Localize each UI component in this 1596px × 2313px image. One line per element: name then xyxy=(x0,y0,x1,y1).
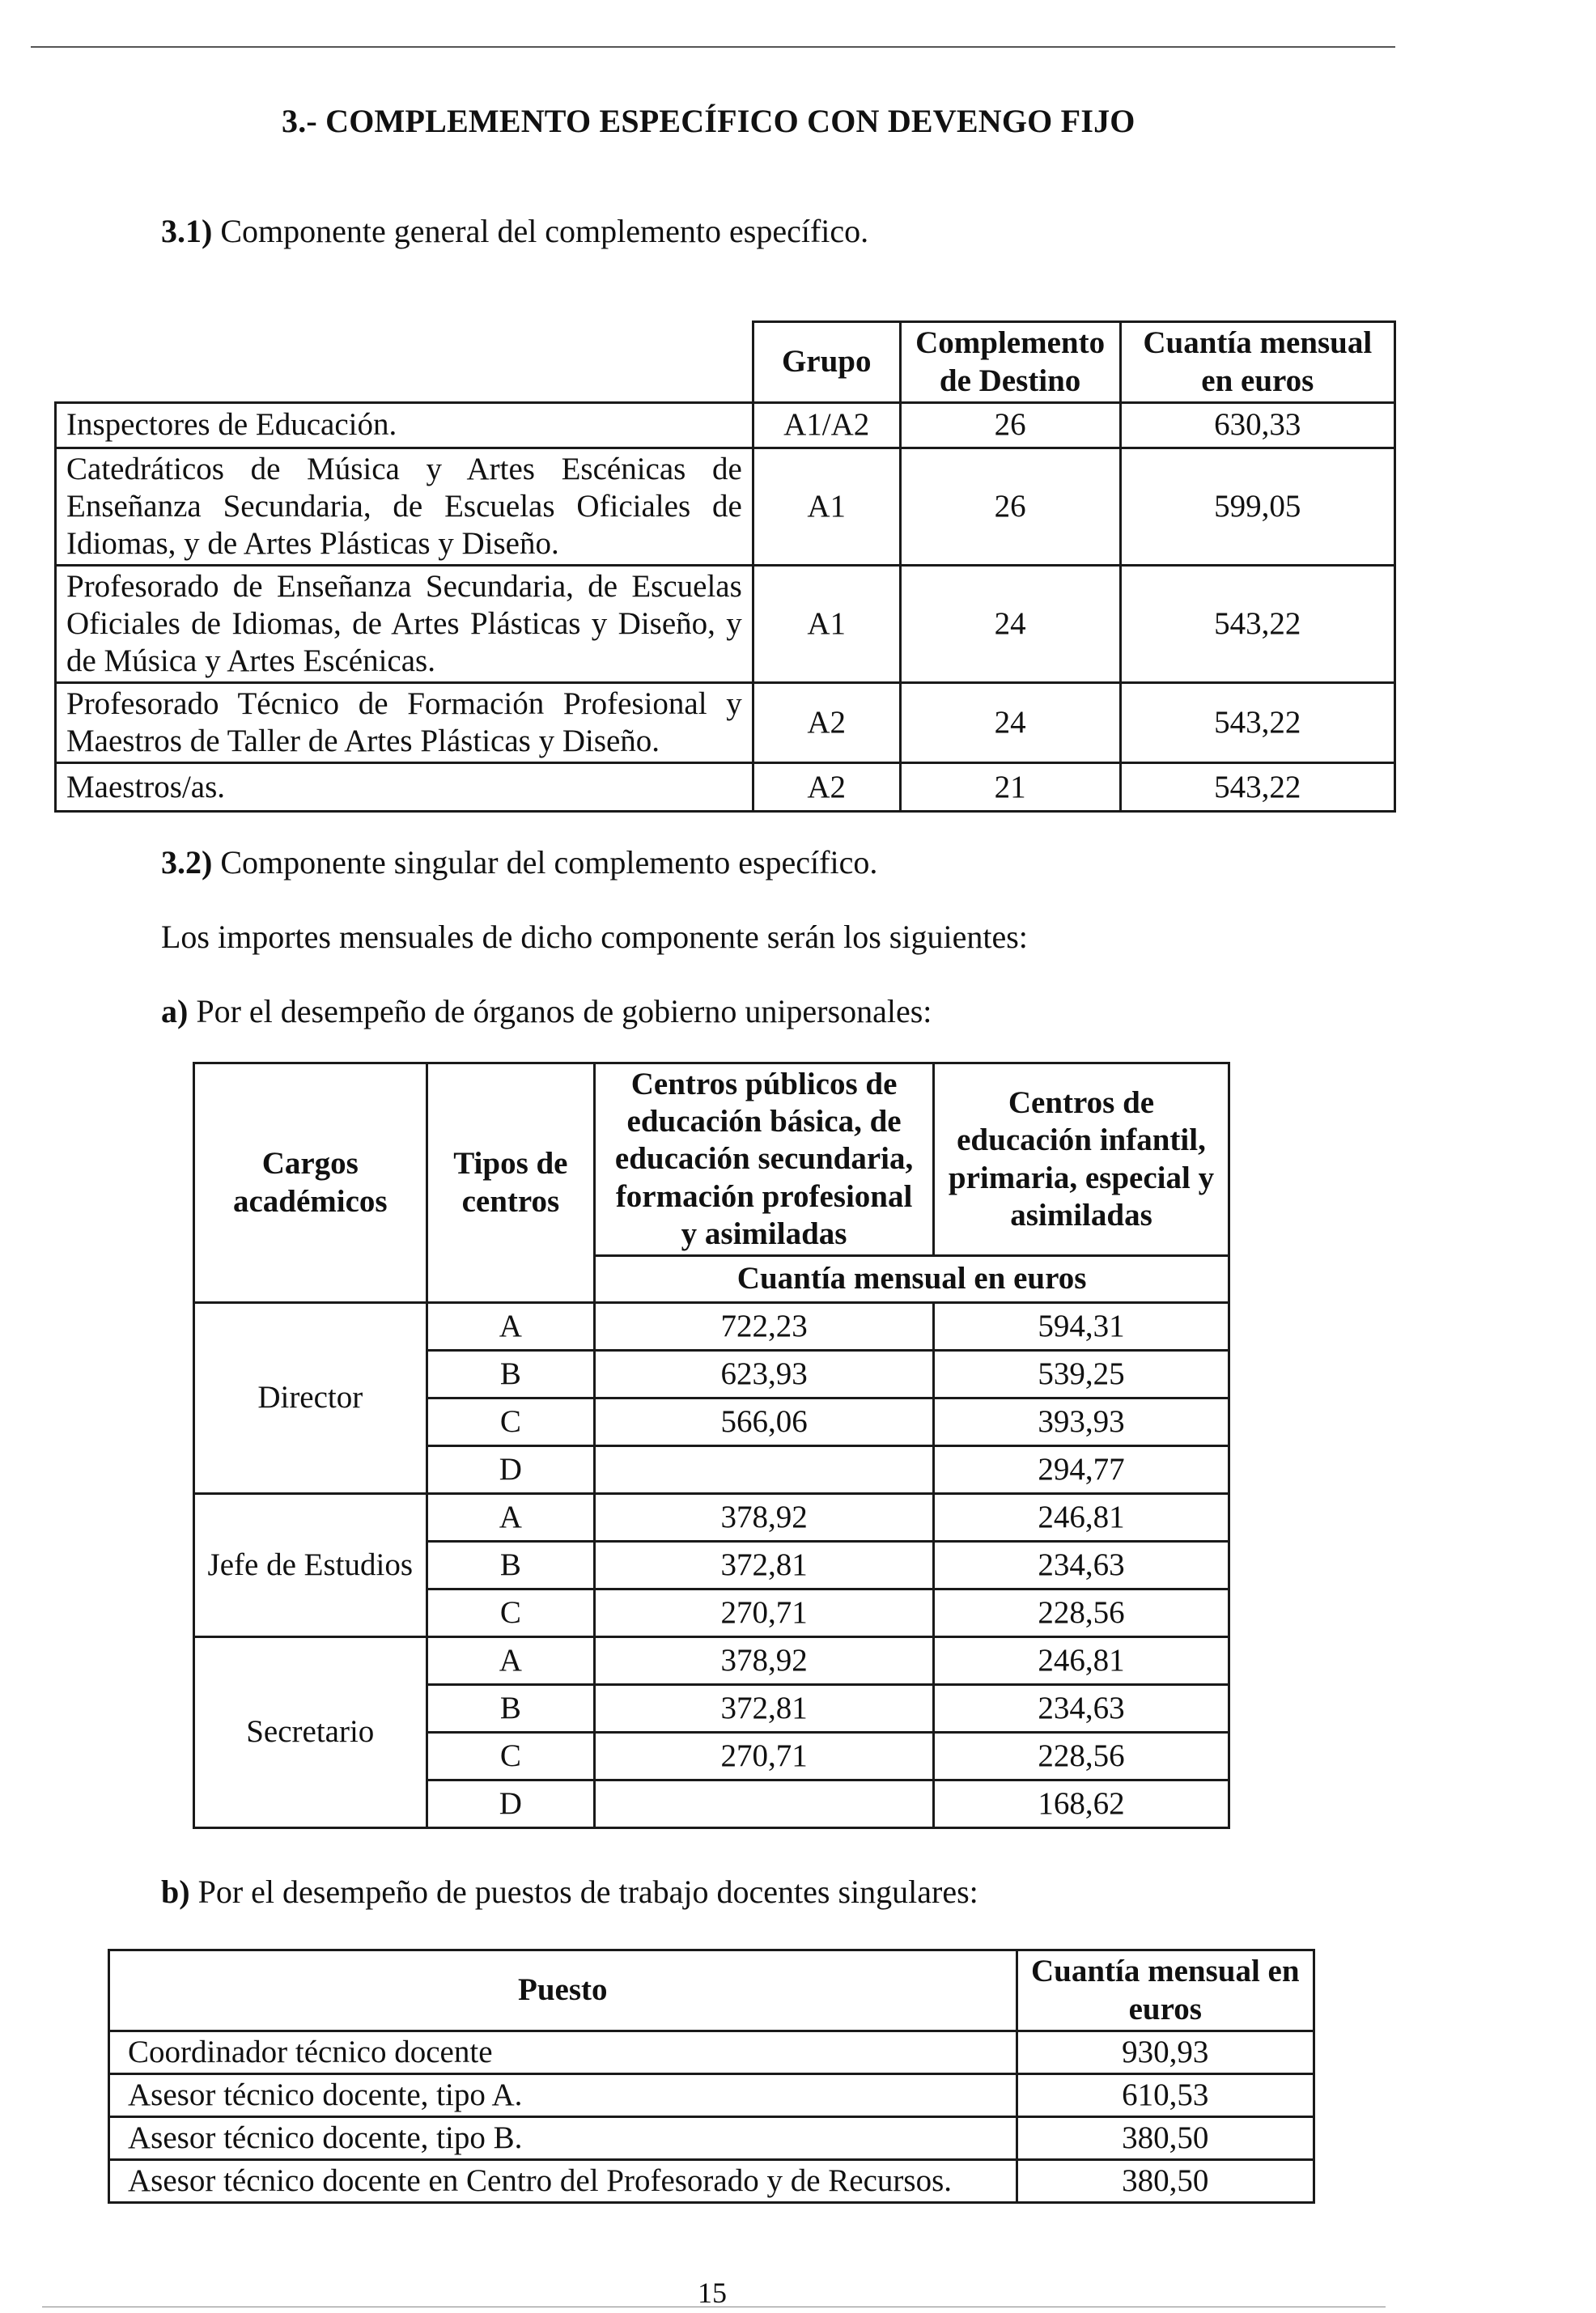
cuantia-publicos: 378,92 xyxy=(595,1637,934,1685)
subsection-3-1-heading xyxy=(161,212,868,250)
row-grupo: A1 xyxy=(753,448,900,566)
subsection-number: 3.2) xyxy=(161,844,213,881)
top-rule xyxy=(31,46,1395,48)
tipo-centro: D xyxy=(427,1780,595,1828)
section-title: 3.- COMPLEMENTO ESPECÍFICO CON DEVENGO FIJO xyxy=(282,103,1135,139)
item-letter: a) xyxy=(161,993,189,1029)
cuantia-infantil: 246,81 xyxy=(933,1637,1229,1685)
table-row xyxy=(56,763,1395,812)
header-cuantia: Cuantía mensual en euros xyxy=(1120,322,1394,403)
subsection-text: Componente general del complemento específico. xyxy=(212,213,869,249)
cuantia-publicos: 623,93 xyxy=(595,1351,934,1398)
cuantia-infantil: 234,63 xyxy=(933,1685,1229,1733)
item-text: Por el desempeño de puestos de trabajo docentes singulares: xyxy=(189,1874,978,1910)
puesto-name: Asesor técnico docente en Centro del Profesorado y de Recursos. xyxy=(109,2160,1017,2203)
cargo-director: Director xyxy=(194,1303,427,1494)
subsection-3-2-heading xyxy=(161,843,877,881)
tipo-centro: B xyxy=(427,1685,595,1733)
subsection-number: 3.1) xyxy=(161,213,213,249)
item-a-heading xyxy=(161,992,932,1030)
cuantia-publicos: 566,06 xyxy=(595,1398,934,1446)
row-grupo: A2 xyxy=(753,683,900,763)
table-row xyxy=(109,2117,1314,2160)
table-row xyxy=(56,566,1395,683)
row-cuantia: 630,33 xyxy=(1120,403,1394,448)
item-letter: b) xyxy=(161,1874,190,1910)
cuantia-publicos: 270,71 xyxy=(595,1733,934,1780)
table-row xyxy=(56,448,1395,566)
cuantia-publicos: 378,92 xyxy=(595,1494,934,1542)
puesto-cuantia: 610,53 xyxy=(1017,2074,1314,2117)
puesto-name: Asesor técnico docente, tipo B. xyxy=(109,2117,1017,2160)
tipo-centro: C xyxy=(427,1589,595,1637)
row-nivel: 26 xyxy=(900,403,1120,448)
header-cuantia: Cuantía mensual en euros xyxy=(1017,1950,1314,2031)
row-nivel: 24 xyxy=(900,566,1120,683)
tipo-centro: C xyxy=(427,1398,595,1446)
cuantia-infantil: 168,62 xyxy=(933,1780,1229,1828)
cuantia-publicos: 372,81 xyxy=(595,1685,934,1733)
table-row xyxy=(194,1494,1229,1542)
header-grupo: Grupo xyxy=(753,322,900,403)
row-cuantia: 543,22 xyxy=(1120,763,1394,812)
tipo-centro: A xyxy=(427,1637,595,1685)
cuantia-infantil: 228,56 xyxy=(933,1589,1229,1637)
row-cuantia: 543,22 xyxy=(1120,683,1394,763)
header-cargos-academicos: Cargos académicos xyxy=(194,1063,427,1303)
table-row xyxy=(194,1637,1229,1685)
table-row xyxy=(109,2074,1314,2117)
header-puesto: Puesto xyxy=(109,1950,1017,2031)
puesto-name: Asesor técnico docente, tipo A. xyxy=(109,2074,1017,2117)
header-cuantia-mensual: Cuantía mensual en euros xyxy=(595,1256,1229,1303)
row-grupo: A1 xyxy=(753,566,900,683)
row-description: Profesorado Técnico de Formación Profesional y Maestros de Taller de Artes Plásticas y Diseño. xyxy=(56,683,753,763)
puesto-cuantia: 380,50 xyxy=(1017,2160,1314,2203)
cuantia-publicos: 270,71 xyxy=(595,1589,934,1637)
row-cuantia: 543,22 xyxy=(1120,566,1394,683)
row-nivel: 24 xyxy=(900,683,1120,763)
cuantia-infantil: 594,31 xyxy=(933,1303,1229,1351)
row-description: Inspectores de Educación. xyxy=(56,403,753,448)
item-text: Por el desempeño de órganos de gobierno unipersonales: xyxy=(188,993,932,1029)
tipo-centro: D xyxy=(427,1446,595,1494)
cuantia-infantil: 393,93 xyxy=(933,1398,1229,1446)
header-tipos-centros: Tipos de centros xyxy=(427,1063,595,1303)
row-description: Profesorado de Enseñanza Secundaria, de Escuelas Oficiales de Idiomas, de Artes Plásticas y Diseño, y de Música y Artes Escénicas. xyxy=(56,566,753,683)
tipo-centro: A xyxy=(427,1494,595,1542)
row-description: Maestros/as. xyxy=(56,763,753,812)
header-centros-infantil: Centros de educación infantil, primaria, especial y asimiladas xyxy=(933,1063,1229,1256)
cuantia-infantil: 234,63 xyxy=(933,1542,1229,1589)
puesto-cuantia: 380,50 xyxy=(1017,2117,1314,2160)
header-complemento-destino: Complemento de Destino xyxy=(900,322,1120,403)
table-row xyxy=(56,403,1395,448)
table-row xyxy=(109,2031,1314,2074)
cargo-secretario: Secretario xyxy=(194,1637,427,1828)
cuantia-publicos: 372,81 xyxy=(595,1542,934,1589)
singular-posts-table xyxy=(108,1949,1315,2204)
subsection-text: Componente singular del complemento específico. xyxy=(212,844,878,881)
cuantia-infantil: 228,56 xyxy=(933,1733,1229,1780)
table-row xyxy=(56,683,1395,763)
item-b-heading xyxy=(161,1873,978,1911)
cuantia-publicos xyxy=(595,1446,934,1494)
cuantia-infantil: 539,25 xyxy=(933,1351,1229,1398)
row-nivel: 26 xyxy=(900,448,1120,566)
governing-bodies-table xyxy=(193,1062,1230,1829)
cargo-jefe-estudios: Jefe de Estudios xyxy=(194,1494,427,1637)
cuantia-publicos: 722,23 xyxy=(595,1303,934,1351)
header-centros-publicos: Centros públicos de educación básica, de educación secundaria, formación profesional y asimiladas xyxy=(595,1063,934,1256)
tipo-centro: B xyxy=(427,1542,595,1589)
page-number: 15 xyxy=(698,2277,727,2309)
general-component-table xyxy=(54,320,1396,813)
cuantia-infantil: 246,81 xyxy=(933,1494,1229,1542)
row-nivel: 21 xyxy=(900,763,1120,812)
row-cuantia: 599,05 xyxy=(1120,448,1394,566)
puesto-name: Coordinador técnico docente xyxy=(109,2031,1017,2074)
cuantia-publicos xyxy=(595,1780,934,1828)
importes-paragraph: Los importes mensuales de dicho componente serán los siguientes: xyxy=(161,919,1028,955)
row-grupo: A1/A2 xyxy=(753,403,900,448)
table-row xyxy=(109,2160,1314,2203)
puesto-cuantia: 930,93 xyxy=(1017,2031,1314,2074)
empty-header-cell xyxy=(56,322,753,403)
tipo-centro: A xyxy=(427,1303,595,1351)
row-grupo: A2 xyxy=(753,763,900,812)
tipo-centro: B xyxy=(427,1351,595,1398)
cuantia-infantil: 294,77 xyxy=(933,1446,1229,1494)
tipo-centro: C xyxy=(427,1733,595,1780)
table-row xyxy=(194,1303,1229,1351)
row-description: Catedráticos de Música y Artes Escénicas de Enseñanza Secundaria, de Escuelas Oficiales de Idiomas, y de Artes Plásticas y Diseño. xyxy=(56,448,753,566)
